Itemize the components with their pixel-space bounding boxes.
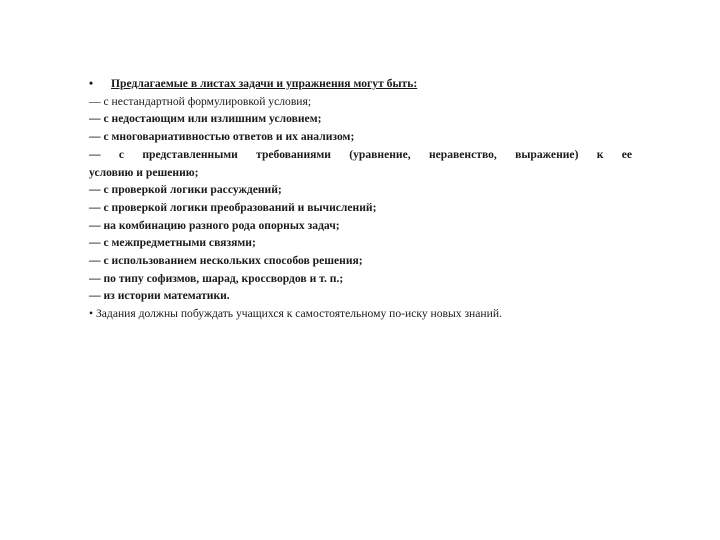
list-item: — с проверкой логики рассуждений; xyxy=(89,183,282,197)
text-block xyxy=(89,75,632,323)
closing-line xyxy=(89,305,632,323)
list-item-continuation: условию и решению; xyxy=(89,165,199,179)
closing-bullet: • xyxy=(89,307,94,321)
closing-text: Задания должны побуждать учащихся к самостоятельному по-иску новых знаний. xyxy=(95,307,502,321)
list-item: — по типу софизмов, шарад, кроссвордов и т. п.; xyxy=(89,271,344,285)
heading-line xyxy=(89,75,632,93)
list-item: — на комбинацию разного рода опорных задач; xyxy=(89,218,340,232)
list-item: — из истории математики. xyxy=(89,289,230,303)
list-item: — с использованием нескольких способов решения; xyxy=(89,254,363,268)
list-item: — с нестандартной формулировкой условия; xyxy=(89,94,312,108)
list-item: — с представленными требованиями (уравнение, неравенство, выражение) к ее xyxy=(89,147,632,161)
heading-text: Предлагаемые в листах задачи и упражнения могут быть: xyxy=(111,77,418,90)
heading-bullet: • xyxy=(89,77,94,90)
list-item: — с многовариативностью ответов и их анализом; xyxy=(89,130,355,144)
list-item: — с межпредметными связями; xyxy=(89,236,256,250)
list-item: — с проверкой логики преобразований и вычислений; xyxy=(89,200,377,214)
list-item: — с недостающим или излишним условием; xyxy=(89,112,322,126)
